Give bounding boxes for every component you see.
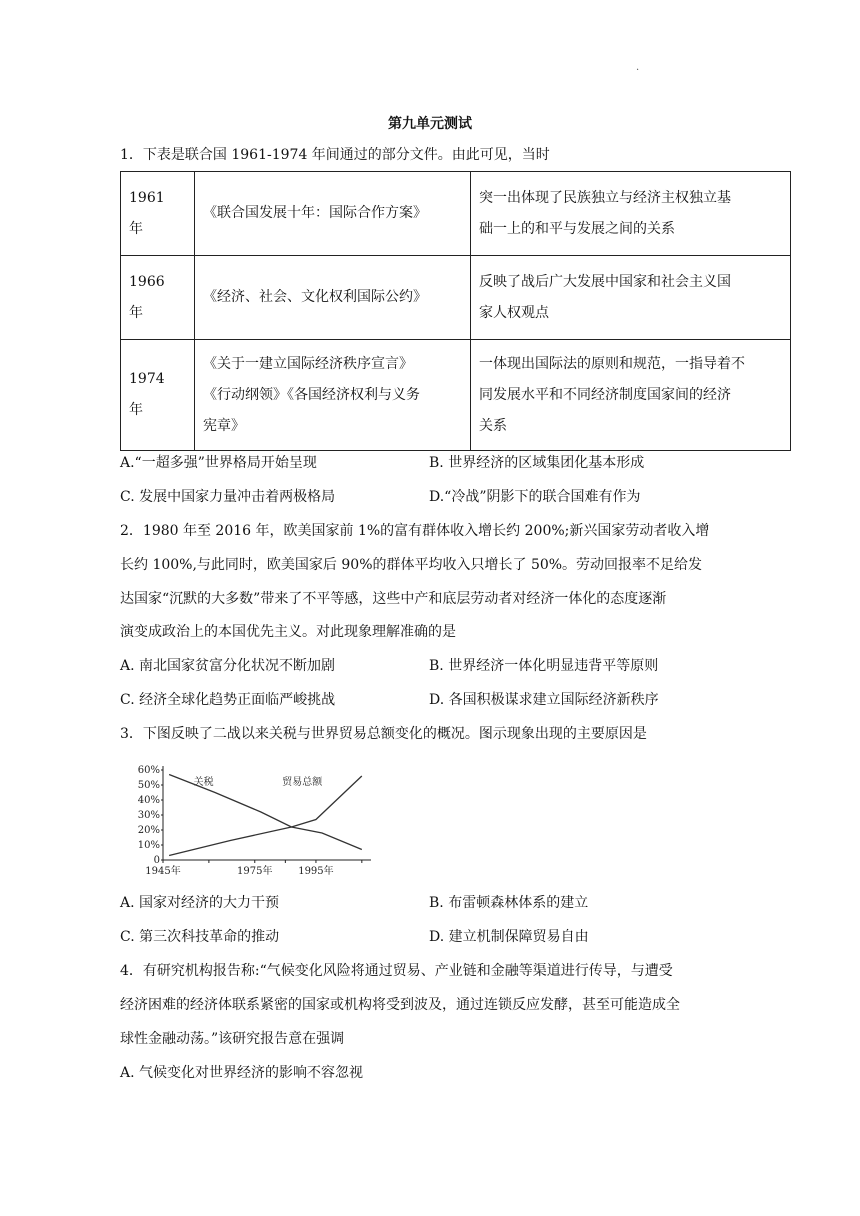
docs-cell bbox=[195, 340, 471, 451]
q2-option-c: C. 经济全球化趋势正面临严峻挑战 bbox=[120, 692, 336, 708]
note-cell bbox=[471, 172, 791, 256]
note-line: 关系 bbox=[479, 417, 507, 434]
year-cell bbox=[121, 340, 195, 451]
doc-title: 《经济、社会、文化权利国际公约》 bbox=[203, 289, 427, 305]
year-cell bbox=[121, 172, 195, 256]
note-line: 突一出体现了民族独立与经济主权独立基 bbox=[479, 189, 731, 206]
year-unit: 年 bbox=[129, 304, 143, 321]
note-cell bbox=[471, 256, 791, 340]
x-tick-label: 1945年 bbox=[145, 866, 181, 877]
q4-option-a: A. 气候变化对世界经济的影响不容忽视 bbox=[120, 1065, 364, 1081]
x-tick-label: 1975年 bbox=[237, 866, 273, 877]
year-text: 1961 bbox=[129, 189, 165, 206]
q1-option-c: C. 发展中国家力量冲击着两极格局 bbox=[120, 489, 336, 505]
y-tick-label: 10% bbox=[137, 840, 160, 851]
q2-stem-line: 演变成政治上的本国优先主义。对此现象理解准确的是 bbox=[120, 624, 456, 640]
doc-title: 宪章》 bbox=[203, 417, 245, 434]
note-line: 础一上的和平与发展之间的关系 bbox=[479, 220, 675, 237]
q1-option-a: A.“一超多强”世界格局开始呈现 bbox=[120, 455, 317, 471]
year-cell bbox=[121, 256, 195, 340]
x-tick-label: 1995年 bbox=[298, 866, 334, 877]
q3-option-c: C. 第三次科技革命的推动 bbox=[120, 929, 280, 945]
y-tick-label: 50% bbox=[137, 780, 160, 791]
q4-stem-line: 经济困难的经济体联系紧密的国家或机构将受到波及，通过连锁反应发酵，甚至可能造成全 bbox=[120, 997, 680, 1013]
page-title: 第九单元测试 bbox=[388, 116, 472, 132]
tariff-series-label: 关税 bbox=[193, 777, 214, 788]
note-line: 反映了战后广大发展中国家和社会主义国 bbox=[479, 273, 731, 290]
y-tick-label: 30% bbox=[137, 810, 160, 821]
q2-option-d: D. 各国积极谋求建立国际经济新秩序 bbox=[429, 692, 659, 708]
note-cell bbox=[471, 340, 791, 451]
series-labels bbox=[194, 775, 324, 788]
page-dot: . bbox=[636, 62, 640, 73]
q2-stem-line: 2．1980 年至 2016 年，欧美国家前 1%的富有群体收入增长约 200%;新兴国家劳动者收入增 bbox=[120, 523, 710, 539]
y-tick-label: 20% bbox=[137, 825, 160, 836]
documents-table bbox=[120, 171, 791, 451]
doc-title: 《联合国发展十年：国际合作方案》 bbox=[203, 205, 427, 221]
q3-option-d: D. 建立机制保障贸易自由 bbox=[429, 929, 589, 945]
note-line: 同发展水平和不同经济制度国家间的经济 bbox=[479, 386, 731, 403]
year-text: 1966 bbox=[129, 273, 165, 290]
q2-option-a: A. 南北国家贫富分化状况不断加剧 bbox=[120, 658, 336, 674]
year-unit: 年 bbox=[129, 402, 143, 418]
q3-option-a: A. 国家对经济的大力干预 bbox=[120, 895, 280, 911]
q2-stem-line: 达国家“沉默的大多数”带来了不平等感，这些中产和底层劳动者对经济一体化的态度逐渐 bbox=[120, 591, 667, 607]
q1-stem: 1．下表是联合国 1961-1974 年间通过的部分文件。由此可见，当时 bbox=[120, 147, 550, 163]
q1-option-b: B. 世界经济的区域集团化基本形成 bbox=[429, 455, 645, 471]
docs-cell bbox=[195, 256, 471, 340]
y-tick-label: 60% bbox=[137, 765, 160, 776]
table-row bbox=[121, 256, 791, 340]
q4-stem-line: 球性金融动荡。”该研究报告意在强调 bbox=[120, 1031, 345, 1047]
q3-option-b: B. 布雷顿森林体系的建立 bbox=[429, 895, 589, 911]
year-text: 1974 bbox=[129, 371, 165, 387]
table-row bbox=[121, 340, 791, 451]
y-tick-label: 0 bbox=[153, 855, 160, 866]
table-row bbox=[121, 172, 791, 256]
docs-cell bbox=[195, 172, 471, 256]
q3-stem: 3．下图反映了二战以来关税与世界贸易总额变化的概况。图示现象出现的主要原因是 bbox=[120, 726, 647, 742]
tariff-trade-chart bbox=[136, 759, 376, 877]
doc-title: 《关于一建立国际经济秩序宣言》 bbox=[203, 355, 413, 372]
q2-option-b: B. 世界经济一体化明显违背平等原则 bbox=[429, 658, 659, 674]
q4-stem-line: 4．有研究机构报告称:“气候变化风险将通过贸易、产业链和金融等渠道进行传导，与遭受 bbox=[120, 963, 673, 979]
note-line: 一体现出国际法的原则和规范，一指导着不 bbox=[479, 355, 745, 372]
year-unit: 年 bbox=[129, 220, 143, 237]
x-tick-labels bbox=[145, 860, 362, 877]
q1-option-d: D.“冷战”阴影下的联合国难有作为 bbox=[429, 489, 641, 505]
y-tick-label: 40% bbox=[137, 795, 160, 806]
q2-stem-line: 长约 100%,与此同时，欧美国家后 90%的群体平均收入只增长了 50%。劳动回报率不足给发 bbox=[120, 557, 703, 573]
trade-total-series-label: 贸易总额 bbox=[282, 777, 323, 788]
doc-title: 《行动纲领》《各国经济权利与义务 bbox=[203, 386, 420, 403]
y-tick-labels bbox=[138, 765, 163, 866]
note-line: 家人权观点 bbox=[479, 304, 549, 321]
